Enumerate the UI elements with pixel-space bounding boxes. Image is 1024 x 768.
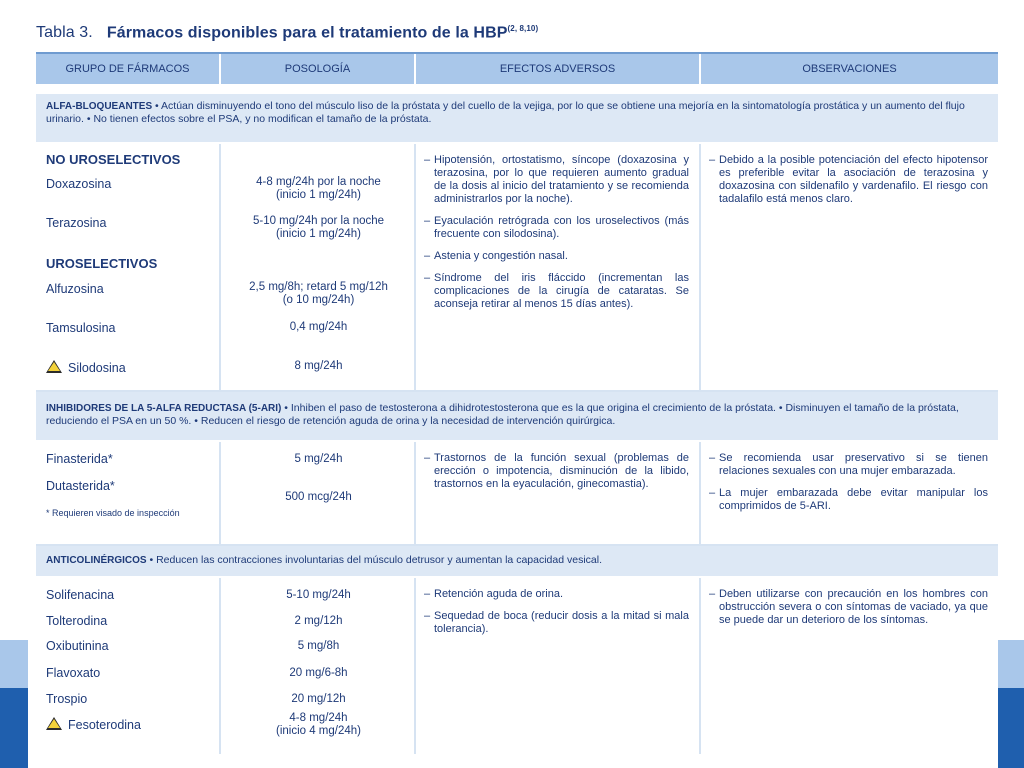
adverse-effect-item: – Sequedad de boca (reducir dosis a la mitad si mala tolerancia). bbox=[434, 610, 689, 636]
dosage: 5-10 mg/24h bbox=[286, 589, 351, 601]
adverse-effect-item: – Retención aguda de orina. bbox=[434, 588, 689, 601]
adverse-effect-item: – Trastornos de la función sexual (problemas de erección o impotencia, disminución de la libido, trastornos en la eyaculación, ginecomastia). bbox=[434, 452, 689, 491]
drug-name: Alfuzosina bbox=[46, 282, 104, 296]
observation-item: – Deben utilizarse con precaución en los hombres con obstrucción severa o con síntomas de vaciado, ya que se puede dar un deterioro de los síntomas. bbox=[719, 588, 988, 627]
drug-name: Tolterodina bbox=[46, 614, 108, 628]
dosage-line: (o 10 mg/24h) bbox=[282, 294, 355, 306]
group-header-alpha-blockers bbox=[36, 94, 998, 142]
dosage-line: 2,5 mg/8h; retard 5 mg/12h bbox=[249, 281, 388, 293]
adverse-effect-item: – Astenia y congestión nasal. bbox=[434, 250, 689, 263]
dosage: 5 mg/24h bbox=[294, 453, 343, 465]
group-header-5-ari bbox=[36, 392, 998, 440]
dosage-line: 5-10 mg/24h por la noche bbox=[252, 215, 385, 227]
dosage-line: 4-8 mg/24h bbox=[289, 712, 348, 724]
dosage: 0,4 mg/24h bbox=[289, 321, 348, 333]
warning-triangle-icon bbox=[46, 717, 62, 730]
col-header-group: GRUPO DE FÁRMACOS bbox=[36, 54, 221, 84]
drug-name: Terazosina bbox=[46, 216, 107, 230]
group-body-5-ari bbox=[36, 442, 998, 546]
dosage: 500 mcg/24h bbox=[285, 491, 352, 503]
drug-name: Doxazosina bbox=[46, 177, 112, 191]
adverse-effect-item: – Hipotensión, ortostatismo, síncope (doxazosina y terazosina, por lo que requieren aumento gradual de la dosis al inicio del tratamiento y se recomienda administrarlos por la noche). bbox=[434, 154, 689, 206]
drug-list bbox=[36, 144, 221, 390]
col-header-adverse-effects: EFECTOS ADVERSOS bbox=[416, 54, 701, 84]
table-title-text: Fármacos disponibles para el tratamiento de la HBP bbox=[106, 24, 508, 42]
group-header-anticholinergics bbox=[36, 546, 998, 576]
table-header-row bbox=[36, 52, 998, 84]
table-number: Tabla 3. bbox=[36, 24, 93, 42]
dosage bbox=[221, 281, 416, 307]
dosage: 20 mg/12h bbox=[291, 693, 346, 705]
drug-list bbox=[36, 442, 221, 544]
dosage: 2 mg/12h bbox=[294, 615, 343, 627]
dosage: 8 mg/24h bbox=[294, 360, 343, 372]
dosage: 20 mg/6-8h bbox=[289, 667, 348, 679]
group-name: ALFA-BLOQUEANTES bbox=[46, 101, 153, 112]
col-header-observations: OBSERVACIONES bbox=[701, 54, 998, 84]
adverse-effects-list bbox=[416, 144, 701, 390]
dosage: 5 mg/8h bbox=[297, 640, 340, 652]
observations-list bbox=[701, 144, 998, 390]
group-name: ANTICOLINÉRGICOS bbox=[46, 555, 147, 566]
group-description: • Actúan disminuyendo el tono del músculo liso de la próstata y del cuello de la vejiga, por lo que se obtiene una mejoría en la sintomatología prostática y un aumento del flujo urinario. • No tienen efectos sobre el PSA, y no modifican el tamaño de la próstata. bbox=[46, 100, 965, 125]
drug-name: Fesoterodina bbox=[68, 718, 141, 732]
drug-name-with-warning bbox=[46, 360, 126, 375]
observation-item: – Se recomienda usar preservativo si se tienen relaciones sexuales con una mujer embarazada. bbox=[719, 452, 988, 478]
observations-list bbox=[701, 442, 998, 544]
dosage-list bbox=[221, 144, 416, 390]
adverse-effect-item: – Eyaculación retrógrada con los uroselectivos (más frecuente con silodosina). bbox=[434, 215, 689, 241]
drug-name: Oxibutinina bbox=[46, 639, 109, 653]
drug-name: Solifenacina bbox=[46, 588, 115, 602]
dosage bbox=[221, 176, 416, 202]
group-body-alpha-blockers bbox=[36, 144, 998, 392]
drug-name: Dutasterida* bbox=[46, 479, 115, 493]
warning-triangle-icon bbox=[46, 360, 62, 373]
group-description: • Reducen las contracciones involuntarias del músculo detrusor y aumentan la capacidad vesical. bbox=[149, 554, 602, 566]
dosage bbox=[221, 712, 416, 738]
document-sheet bbox=[28, 0, 998, 768]
dosage-line: (inicio 1 mg/24h) bbox=[275, 189, 361, 201]
drug-name: Flavoxato bbox=[46, 666, 101, 680]
dosage-line: (inicio 1 mg/24h) bbox=[275, 228, 361, 240]
drug-name: Finasterida* bbox=[46, 452, 113, 466]
drug-list bbox=[36, 578, 221, 754]
table-title-refs: (2, 8,10) bbox=[507, 24, 539, 33]
drug-name-with-warning bbox=[46, 717, 141, 732]
subgroup-uroselective: UROSELECTIVOS bbox=[46, 256, 158, 271]
subgroup-non-uroselective: NO UROSELECTIVOS bbox=[46, 152, 181, 167]
drug-name: Silodosina bbox=[68, 361, 126, 375]
observations-list bbox=[701, 578, 998, 754]
group-description: • Inhiben el paso de testosterona a dihidrotestosterona que es la que origina el crecimiento de la próstata. • Disminuyen el tamaño de la próstata, reduciendo el PSA en un 50 %. • Reducen el riesgo de retención aguda de orina y la necesidad de intervención quirúrgica. bbox=[46, 402, 959, 427]
adverse-effects-list bbox=[416, 442, 701, 544]
drug-name: Tamsulosina bbox=[46, 321, 116, 335]
observation-item: – Debido a la posible potenciación del efecto hipotensor es preferible evitar la asociación de terazosina y doxazosina con sildenafilo y vardenafilo. El riesgo con tadalafilo está menos claro. bbox=[719, 154, 988, 206]
drug-name: Trospio bbox=[46, 692, 88, 706]
footnote: * Requieren visado de inspección bbox=[46, 508, 180, 518]
dosage-list bbox=[221, 578, 416, 754]
drug-table bbox=[36, 52, 998, 754]
group-name: INHIBIDORES DE LA 5-ALFA REDUCTASA (5-ARI) bbox=[46, 403, 282, 414]
table-title bbox=[36, 24, 538, 42]
dosage-list bbox=[221, 442, 416, 544]
col-header-dosage: POSOLOGÍA bbox=[221, 54, 416, 84]
dosage bbox=[221, 215, 416, 241]
dosage-line: (inicio 4 mg/24h) bbox=[275, 725, 361, 737]
observation-item: – La mujer embarazada debe evitar manipular los comprimidos de 5-ARI. bbox=[719, 487, 988, 513]
adverse-effects-list bbox=[416, 578, 701, 754]
dosage-line: 4-8 mg/24h por la noche bbox=[256, 176, 381, 188]
adverse-effect-item: – Síndrome del iris fláccido (incrementan las complicaciones de la cirugía de cataratas. Se aconseja retirar al menos 15 días antes). bbox=[434, 272, 689, 311]
group-body-anticholinergics bbox=[36, 578, 998, 754]
